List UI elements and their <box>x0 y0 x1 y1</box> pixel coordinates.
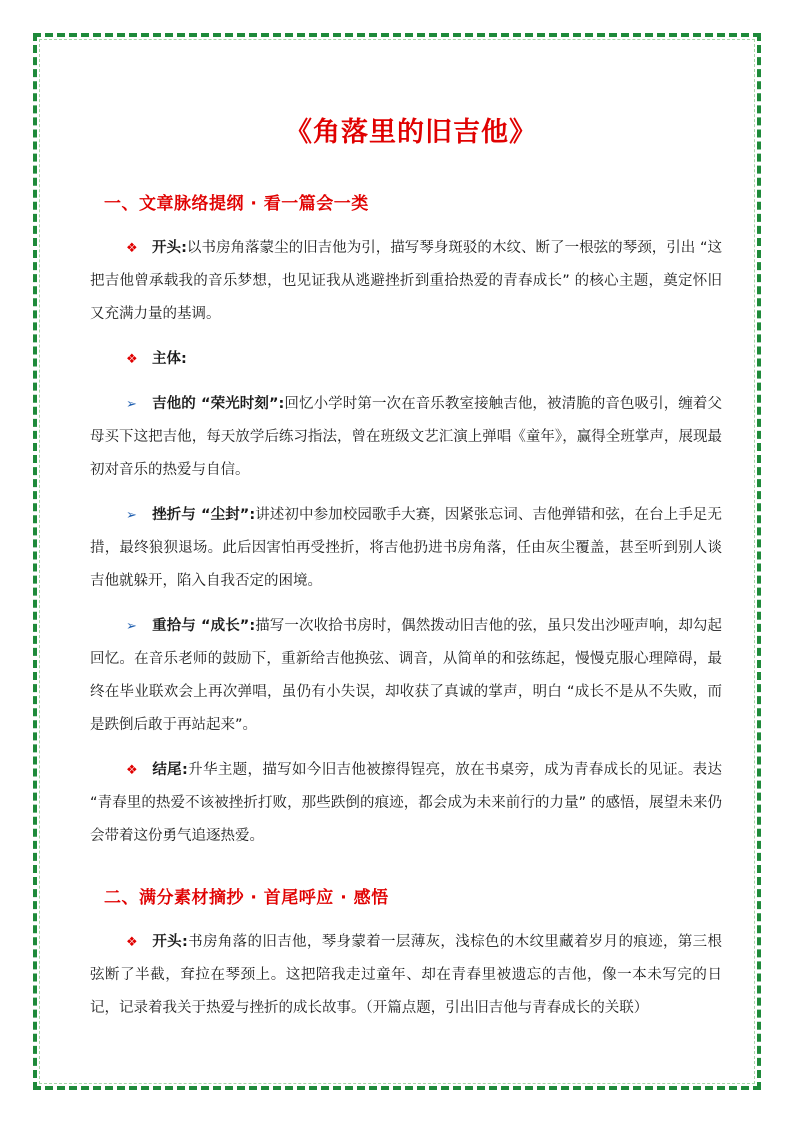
item-lead: 结尾: <box>152 762 188 778</box>
diamond-bullet-icon: ❖ <box>126 352 138 367</box>
item-lead: 开头: <box>152 240 187 256</box>
document-title: 《角落里的旧吉他》 <box>285 117 537 148</box>
item-lead: 开头: <box>152 934 188 950</box>
section1-heading: 一、文章脉络提纲 · 看一篇会一类 <box>104 194 369 214</box>
section1-body-point-1 <box>90 388 722 487</box>
section1-opening <box>90 232 722 331</box>
section1-body-point-2 <box>90 499 722 598</box>
item-text: 升华主题，描写如今旧吉他被擦得锃亮，放在书桌旁，成为青春成长的见证。表达 “青春里的热爱不该被挫折打败，那些跌倒的痕迹，都会成为未来前行的力量” 的感悟，展望未来仍会带着这份勇气追逐热爱。 <box>90 762 722 844</box>
item-lead: 重拾与 “成长”: <box>152 618 256 634</box>
arrow-bullet-icon: ➢ <box>126 619 137 634</box>
item-lead: 主体: <box>152 351 187 367</box>
section2-heading: 二、满分素材摘抄 · 首尾呼应 · 感悟 <box>104 888 389 908</box>
arrow-bullet-icon: ➢ <box>126 508 137 523</box>
item-text: 书房角落的旧吉他，琴身蒙着一层薄灰，浅棕色的木纹里藏着岁月的痕迹，第三根弦断了半截，耷拉在琴颈上。这把陪我走过童年、却在青春里被遗忘的吉他，像一本未写完的日记，记录着我关于热爱与挫折的成长故事。（开篇点题，引出旧吉他与青春成长的关联） <box>90 934 722 1016</box>
section1-body-point-3 <box>90 610 722 742</box>
diamond-bullet-icon: ❖ <box>126 763 138 778</box>
document-body <box>90 110 722 1037</box>
item-lead: 挫折与 “尘封”: <box>152 507 256 523</box>
item-text: 回忆小学时第一次在音乐教室接触吉他，被清脆的音色吸引，缠着父母买下这把吉他，每天放学后练习指法，曾在班级文艺汇演上弹唱《童年》，赢得全班掌声，展现最初对音乐的热爱与自信。 <box>90 396 723 478</box>
diamond-bullet-icon: ❖ <box>126 935 138 950</box>
item-text: 以书房角落蒙尘的旧吉他为引，描写琴身斑驳的木纹、断了一根弦的琴颈，引出 “这把吉他曾承载我的音乐梦想，也见证我从逃避挫折到重拾热爱的青春成长” 的核心主题，奠定怀旧又充满力量的基调。 <box>90 240 722 322</box>
section1-ending <box>90 754 722 853</box>
diamond-bullet-icon: ❖ <box>126 241 138 256</box>
section2-opening <box>90 926 722 1025</box>
item-text: 描写一次收拾书房时，偶然拨动旧吉他的弦，虽只发出沙哑声响，却勾起回忆。在音乐老师的鼓励下，重新给吉他换弦、调音，从简单的和弦练起，慢慢克服心理障碍，最终在毕业联欢会上再次弹唱，虽仍有小失误，却收获了真诚的掌声，明白 “成长不是从不失败，而是跌倒后敢于再站起来”。 <box>90 618 722 733</box>
arrow-bullet-icon: ➢ <box>126 397 137 412</box>
item-lead: 吉他的 “荣光时刻”: <box>152 396 285 412</box>
section1-body-label <box>90 343 722 376</box>
item-text: 讲述初中参加校园歌手大赛，因紧张忘词、吉他弹错和弦，在台上手足无措，最终狼狈退场。此后因害怕再受挫折，将吉他扔进书房角落，任由灰尘覆盖，甚至听到别人谈吉他就躲开，陷入自我否定的困境。 <box>90 507 722 589</box>
